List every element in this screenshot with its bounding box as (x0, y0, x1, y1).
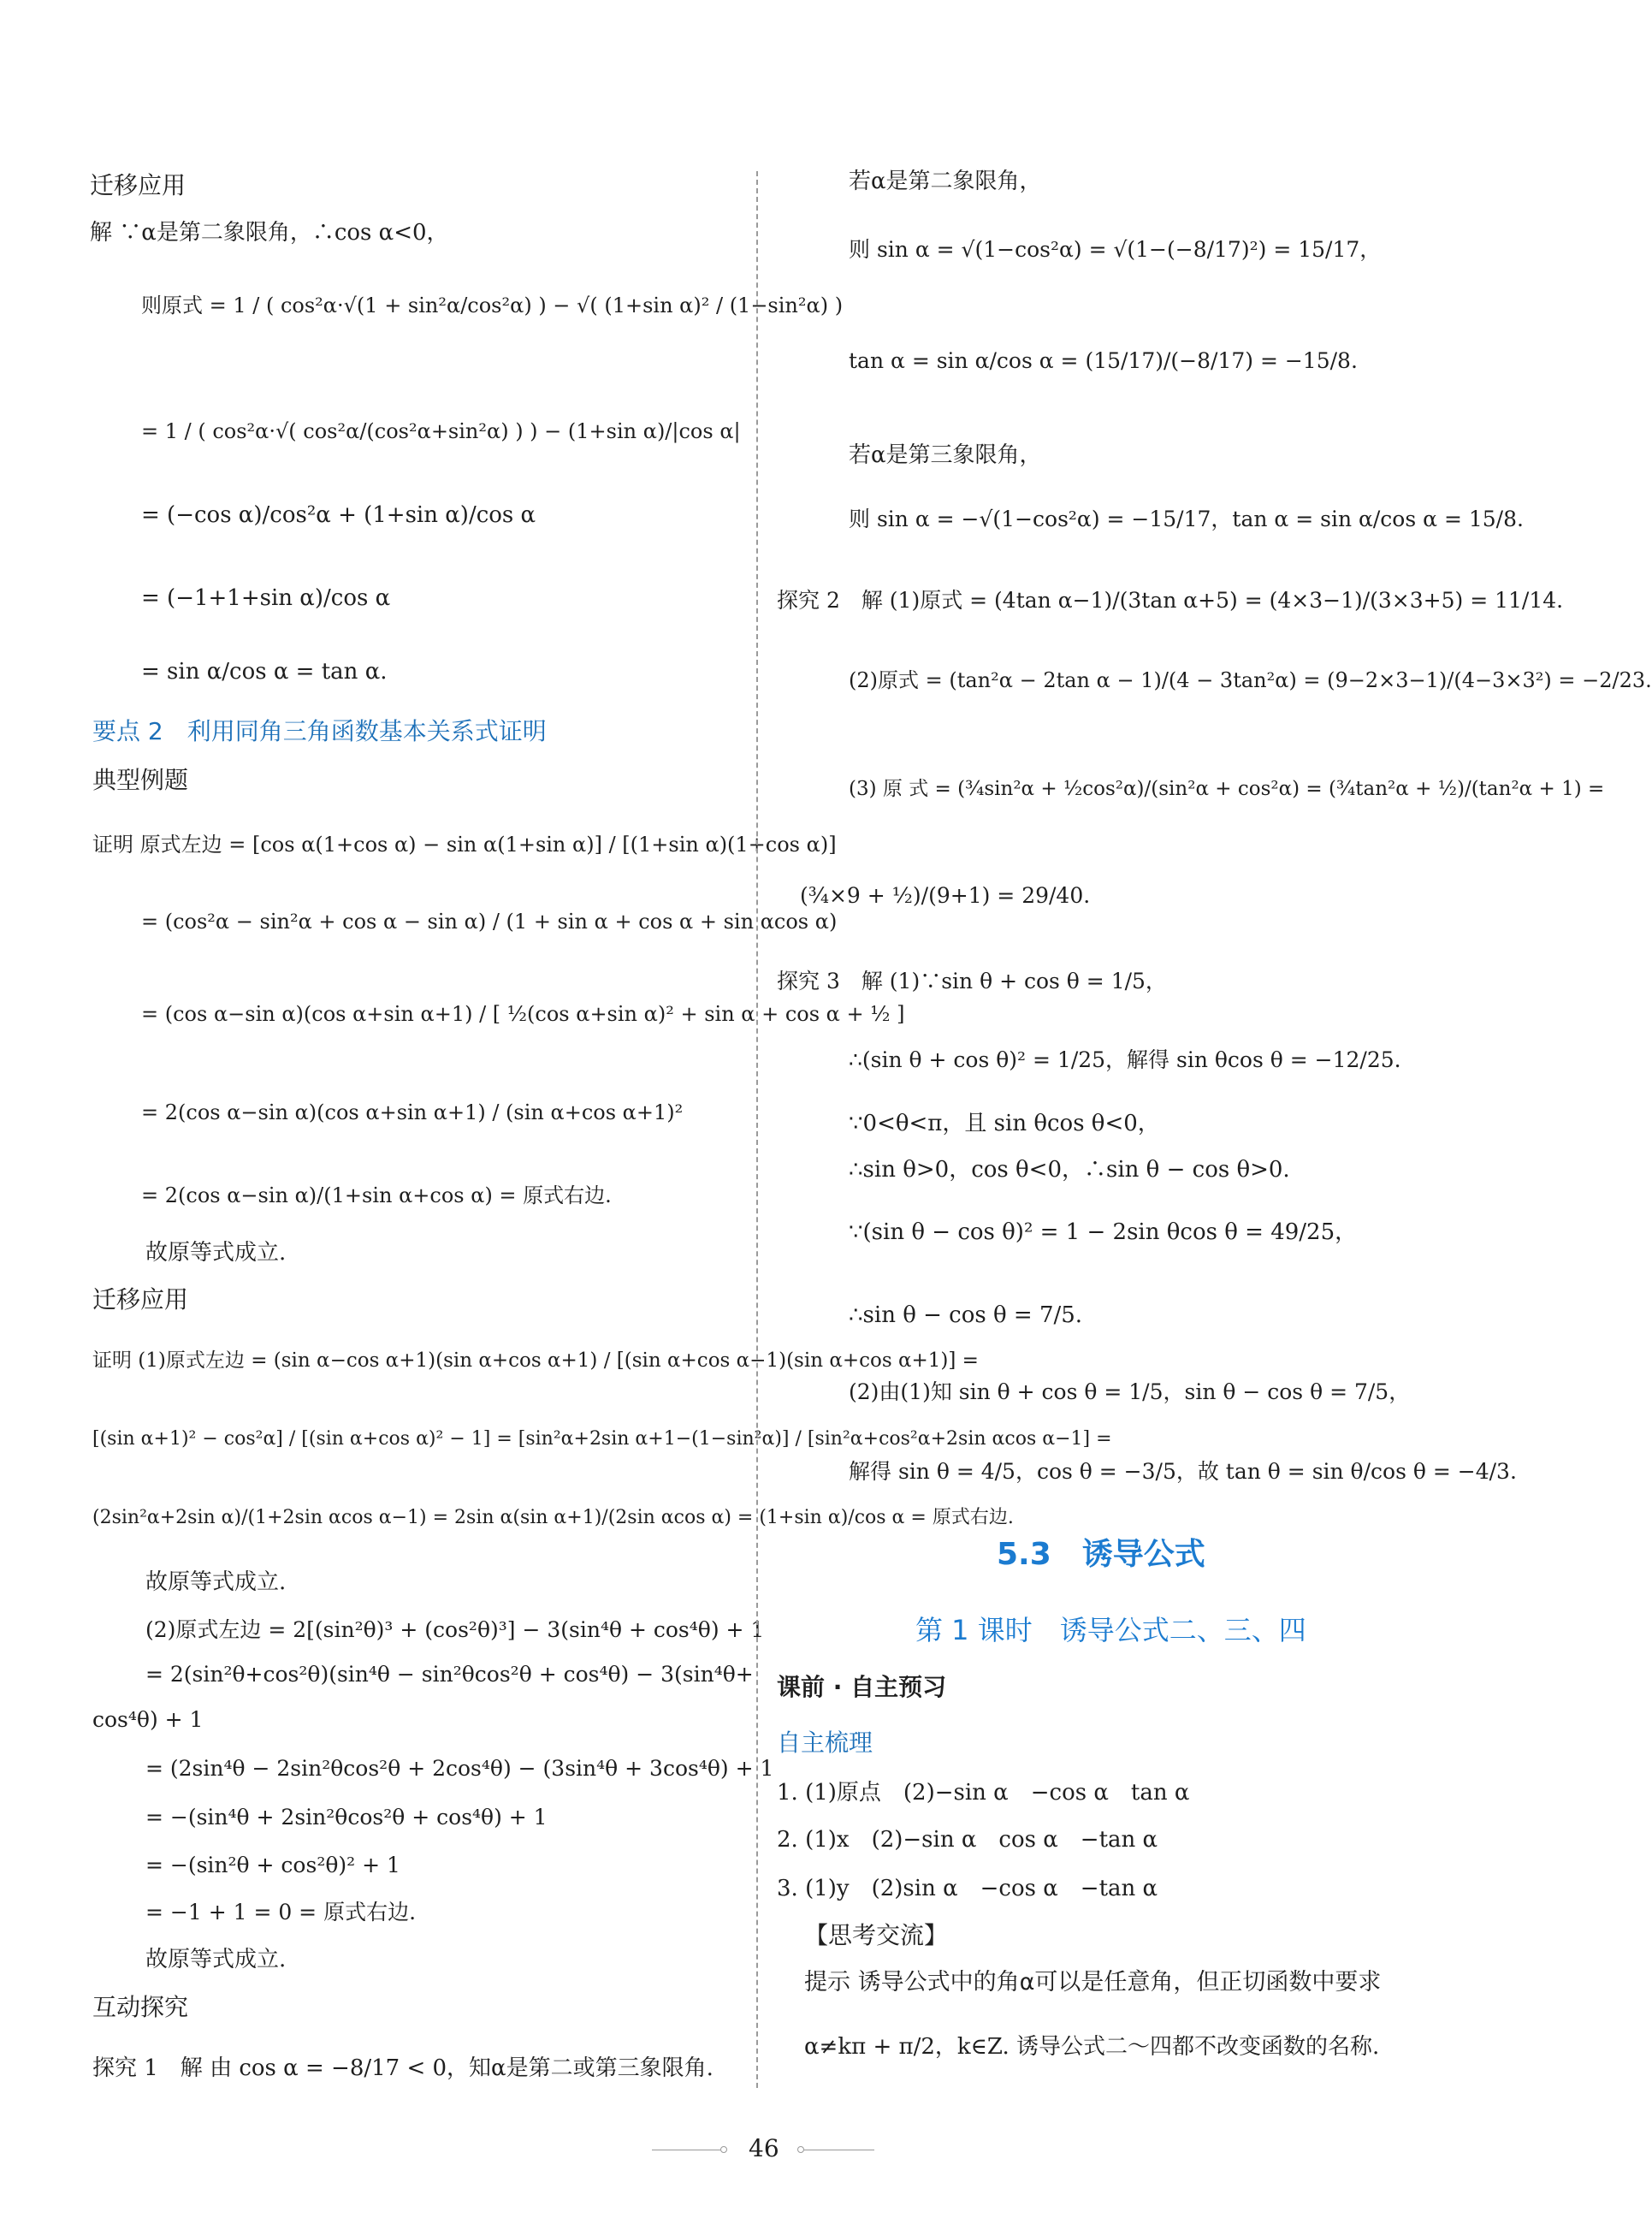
case-line: 若α是第三象限角， (849, 442, 1042, 468)
equation-line: 则 sin α = −√(1−cos²α) = −15/17，tan α = sin α/cos α = 15/8. (849, 507, 1524, 531)
equation-line: (2)由(1)知 sin θ + cos θ = 1/5，sin θ − cos θ = 7/5， (849, 1379, 1411, 1404)
equation-line: [(sin α+1)² − cos²α] / [(sin α+cos α)² − 1] = [sin²α+2sin α+1−(1−sin²α)] / [sin²α+cos²α+2sin αcos α−1] = (92, 1428, 1112, 1450)
equation-line: (3) 原 式 = (¾sin²α + ½cos²α)/(sin²α + cos²α) = (¾tan²α + ½)/(tan²α + 1) = (849, 778, 1605, 800)
equation-line: = 2(cos α−sin α)/(1+sin α+cos α) = 原式右边. (141, 1183, 612, 1207)
equation-line: = (−cos α)/cos²α + (1+sin α)/cos α (141, 502, 536, 528)
equation-line: = 2(sin²θ+cos²θ)(sin⁴θ − sin²θcos²θ + cos⁴θ) − 3(sin⁴θ+ (145, 1662, 754, 1687)
equation-line: = −(sin²θ + cos²θ)² + 1 (145, 1853, 400, 1877)
heading-transfer-application: 迁移应用 (90, 171, 187, 199)
case-line: 若α是第二象限角， (849, 169, 1042, 194)
equation-line: = (2sin⁴θ − 2sin²θcos²θ + 2cos⁴θ) − (3sin⁴θ + 3cos⁴θ) + 1 (145, 1756, 774, 1781)
equation-line: ∵0<θ<π，且 sin θcos θ<0， (849, 1111, 1160, 1136)
equation-line: ∴(sin θ + cos θ)² = 1/25，解得 sin θcos θ = −12/25. (849, 1047, 1401, 1072)
equation-line: = (−1+1+sin α)/cos α (141, 585, 391, 611)
equation-line: 则 sin α = √(1−cos²α) = √(1−(−8/17)²) = 15/17， (849, 237, 1382, 262)
proof-line: 证明 原式左边 = [cos α(1+cos α) − sin α(1+sin α)] / [(1+sin α)(1+cos α)] (92, 833, 837, 857)
conclusion-line: 故原等式成立. (145, 1569, 287, 1595)
footer-ornament-dot-right (797, 2146, 804, 2153)
list-item: 2. (1)x (2)−sin α cos α −tan α (777, 1827, 1158, 1853)
lesson-title: 第 1 课时 诱导公式二、三、四 (915, 1614, 1306, 1646)
equation-line: (2sin²α+2sin α)/(1+2sin αcos α−1) = 2sin α(sin α+1)/(2sin αcos α) = (1+sin α)/cos α = 原式右边. (92, 1507, 1014, 1528)
equation-line: = (cos α−sin α)(cos α+sin α+1) / [ ½(cos α+sin α)² + sin α + cos α + ½ ] (141, 1002, 905, 1026)
proof-line: (2)原式左边 = 2[(sin²θ)³ + (cos²θ)³] − 3(sin⁴θ + cos⁴θ) + 1 (145, 1617, 765, 1642)
section-title: 5.3 诱导公式 (997, 1537, 1205, 1572)
equation-line: ∴sin θ − cos θ = 7/5. (849, 1302, 1083, 1328)
exploration-2-line: 探究 2 解 (1)原式 = (4tan α−1)/(3tan α+5) = (4×3−1)/(3×3+5) = 11/14. (777, 588, 1564, 613)
equation-line: = (cos²α − sin²α + cos α − sin α) / (1 + sin α + cos α + sin αcos α) (141, 910, 838, 934)
list-item: 1. (1)原点 (2)−sin α −cos α tan α (777, 1780, 1190, 1806)
page-number: 46 (749, 2134, 779, 2162)
equation-line: (2)原式 = (tan²α − 2tan α − 1)/(4 − 3tan²α) = (9−2×3−1)/(4−3×3²) = −2/23. (849, 668, 1652, 692)
hint-line: 提示 诱导公式中的角α可以是任意角，但正切函数中要求 (804, 1969, 1382, 1996)
self-review-heading: 自主梳理 (777, 1729, 873, 1757)
equation-line: cos⁴θ) + 1 (92, 1707, 204, 1732)
exploration-3-line: 探究 3 解 (1)∵sin θ + cos θ = 1/5， (777, 969, 1167, 993)
equation-line: = 1 / ( cos²α·√( cos²α/(cos²α+sin²α) ) ) − (1+sin α)/|cos α| (141, 419, 741, 443)
conclusion-line: 故原等式成立. (145, 1240, 287, 1266)
equation-line: (¾×9 + ½)/(9+1) = 29/40. (800, 883, 1091, 908)
list-item: 3. (1)y (2)sin α −cos α −tan α (777, 1876, 1158, 1901)
exploration-1-line: 探究 1 解 由 cos α = −8/17 < 0，知α是第二或第三象限角. (92, 2055, 713, 2081)
solution-line: 解 ∵α是第二象限角，∴cos α<0， (90, 220, 449, 246)
footer-ornament-dot-left (720, 2146, 727, 2153)
heading-interactive-exploration: 互动探究 (92, 1993, 189, 2021)
equation-line: 则原式 = 1 / ( cos²α·√(1 + sin²α/cos²α) ) − √( (1+sin α)² / (1−sin²α) ) (141, 294, 844, 317)
equation-line: = −(sin⁴θ + 2sin²θcos²θ + cos⁴θ) + 1 (145, 1805, 548, 1830)
equation-line: = sin α/cos α = tan α. (141, 659, 388, 685)
hint-line: α≠kπ + π/2，k∈Z. 诱导公式二～四都不改变函数的名称. (804, 2034, 1380, 2060)
conclusion-line: 故原等式成立. (145, 1947, 287, 1972)
heading-transfer-application-2: 迁移应用 (92, 1285, 189, 1314)
think-exchange-heading: 【思考交流】 (804, 1921, 949, 1949)
heading-typical-example: 典型例题 (92, 766, 189, 794)
equation-line: = −1 + 1 = 0 = 原式右边. (145, 1900, 417, 1925)
equation-line: 解得 sin θ = 4/5，cos θ = −3/5，故 tan θ = sin θ/cos θ = −4/3. (849, 1459, 1517, 1484)
preview-heading: 课前 · 自主预习 (777, 1673, 947, 1701)
equation-line: tan α = sin α/cos α = (15/17)/(−8/17) = −15/8. (849, 348, 1358, 373)
column-divider (756, 171, 758, 2088)
proof-line: 证明 (1)原式左边 = (sin α−cos α+1)(sin α+cos α+1) / [(sin α+cos α−1)(sin α+cos α+1)] = (92, 1349, 979, 1372)
equation-line: ∵(sin θ − cos θ)² = 1 − 2sin θcos θ = 49/25， (849, 1219, 1358, 1245)
equation-line: ∴sin θ>0，cos θ<0，∴sin θ − cos θ>0. (849, 1157, 1290, 1183)
equation-line: = 2(cos α−sin α)(cos α+sin α+1) / (sin α+cos α+1)² (141, 1100, 684, 1124)
key-point-2-heading: 要点 2 利用同角三角函数基本关系式证明 (92, 717, 547, 745)
